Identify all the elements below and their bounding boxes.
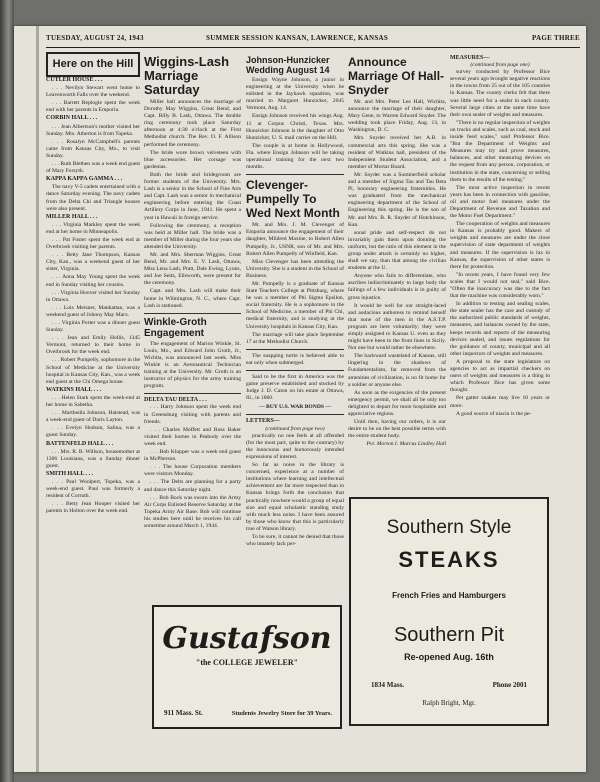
gustafson-tagline-jeweler: "the COLLEGE JEWELER" <box>195 658 299 667</box>
hill-paragraph: . . . Betty Jean Hooper visited her parents in Holton over the week end. <box>46 501 140 515</box>
pit-address: 1834 Mass. <box>371 681 405 689</box>
wiggins-headline: Wiggins-Lash Marriage Saturday <box>144 54 230 97</box>
hill-paragraph: WATKINS HALL . . . <box>46 386 102 393</box>
hill-paragraph: SMITH HALL . . . <box>46 470 94 477</box>
letters-story <box>246 433 344 549</box>
story-paragraph: The couple is at home in Hollywood, Fla. where Ensign Johnson will be taking operational training for the next two months. <box>246 142 344 171</box>
header-paper: SUMMER SESSION KANSAN, LAWRENCE, KANSAS <box>206 34 389 42</box>
hill-paragraph: . . . Jean Albertson's mother visited her Sunday. Mrs. Atherton is from Topeka. <box>46 123 140 137</box>
story-paragraph: Mr. and Mrs. J. M. Clevenger of Emporia announce the engagement of their daughter, Mildred Maxine, to Robert Allen Pumpelly, Jr., USNR, son of Mr. and Mrs. Robert Allen Pumpelly of Winfield, Kan. <box>246 222 344 257</box>
hill-paragraph: . . . Ruth Blethen was a week end guest of Mary Forsyth. <box>46 161 140 175</box>
letter-signature: Pvt. Morton I. Marcus Lindley Hall <box>366 441 446 448</box>
story-paragraph: Ensign Johnson received his wings Aug. 11 at Corpus Christi, Texas. Mrs. Hunzicker Johnson is the daughter of Otto Hunzicker, U. S. mail carrier on the Hill. <box>246 113 344 141</box>
measures-cont: (continued from page one) <box>470 62 530 69</box>
story-paragraph: . . . Bob Klopper was a week end guest in McPherson. <box>144 449 241 463</box>
header-page: PAGE THREE <box>531 34 580 42</box>
story-paragraph: sonal pride and self-respect do not invariably gain them upon donning the uniform, but the ratio of this element in the group under attack is certainly no higher, shall we say, than that among the civilian students at the U. <box>348 229 446 272</box>
page-header <box>46 31 580 48</box>
hill-paragraph: MILLER HALL . . . <box>46 213 98 220</box>
turtle-note: The snapping turtle is believed able to eat only when submerged. <box>246 352 344 366</box>
hill-paragraph: . . . Mrs. R. B. Willson, housemother at 1306 Louisiana, was a Sunday dinner guest. <box>46 448 140 469</box>
hill-paragraph: . . . Betty Jane Thompson, Kansas City, Kan., was a weekend guest of her sister, Virginia. <box>46 252 140 273</box>
war-bonds-line: — BUY U.S. WAR BONDS — <box>259 404 331 411</box>
column-five <box>450 52 550 492</box>
gustafson-ad <box>152 605 342 729</box>
divider <box>246 370 344 371</box>
binder-strip <box>0 0 14 782</box>
story-paragraph: Following the ceremony, a reception was held at Miller hall. The bride was a member of Miller during the four years she attended the University. <box>144 222 241 250</box>
story-paragraph: In addition to testing and sealing scales, the state sealer has the care and custody of the authorized public standards of weights, measures, and balances owned by the state, keeps records and reports of the measuring devices sealed, and issues regulations for the guidance of county, municipal and all other inspectors of weights and measures. <box>450 301 550 357</box>
story-paragraph: Mr. and Mrs. Sherman Wiggins, Great Bend, Mr. and Mrs. E. V. Lash, Ottawa, Miss Lena Lash, Pratt, Dale Ewing, Lyons, and Joe Seitz, Ellsworth, were present for the ceremony. <box>144 251 241 287</box>
southern-pit-ad <box>349 497 549 726</box>
divider <box>144 393 241 394</box>
story-paragraph: Capt. and Mrs. Lash will make their home in Wilmington, N. C., where Capt. Lash is stationed. <box>144 288 241 309</box>
story-paragraph: . . . Bob Bock was sworn into the Army Air Corps Enlisted Reserve Saturday at the Topeka Army Air Base. Bob will continue his studies here until he receives his call sometime around March 1, 1944. <box>144 494 241 529</box>
story-paragraph: The cooperation of weights and measures in Kansas is probably good. Makers of weights and measures are under the close supervision of state department of weights and measures. If the supervision is lax in Kansas, the supervision of other states is there for protection. <box>450 221 550 270</box>
story-paragraph: Mr. and Mrs. Peter Lee Hall, Wichita, announce the marriage of their daughter, Mary Gene, to Warren Edward Snyder. The wedding took place Friday, Aug. 13, in Washington, D. C. <box>348 99 446 134</box>
letter-paragraph: To be sure, it cannot be denied that those who innately lack per- <box>246 533 344 548</box>
page-fold-edge <box>36 26 39 772</box>
hill-paragraph: The navy V-5 cadets entertained with a dance Saturday evening. The navy cadets from the Delta Chi and Triangle houses were also present. <box>46 184 140 212</box>
hill-paragraph: . . . Barrett Replogle spent the week end with her parents in Emporia. <box>46 100 140 114</box>
delta-story <box>144 404 241 530</box>
steaks-sub: French Fries and Hamburgers <box>392 591 506 600</box>
wiggins-story <box>144 99 241 310</box>
column-four <box>348 52 446 492</box>
story-paragraph: The most active inspection in recent years has been in connection with gasoline, oil and motor fuel measures under the Department of Revenue and Taxation and the Motor Fuel Department." <box>450 184 550 220</box>
story-paragraph: Ensign Wayne Johnson, a junior in engineering at the University when he enlisted in the Jayhawk squadron, was married to Margaret Hunzicker, 2045 Vermont, Aug. 14. <box>246 77 344 112</box>
letter-paragraph: practically no one feels at all offended (for the most part, quite to the contrary) by the innocuous and humorously intended expressions of interest. <box>246 432 344 460</box>
hill-items <box>46 77 140 515</box>
niacin-note: A good source of niacin is the pe- <box>456 410 532 417</box>
divider <box>246 414 344 415</box>
steaks-line2: STEAKS <box>398 547 500 572</box>
hill-paragraph: . . . Virginia Markley spent the week end at her home in Minneapolis. <box>46 221 140 235</box>
story-paragraph: A proposal to the state legislature on agencies to act as impartial checkers on users of weights and measures is a thing to which Professor Bice has given some thought. <box>450 358 550 394</box>
story-paragraph: Mr. Snyder was a Summerfield scholar and a member of Sigma Tau and Tau Beta Pi, honorary engineering fraternities. He was graduated from the mechanical engineering department of the School of Engineering this spring. He is the son of Mr. and Mrs. B. R. Snyder of Hutchinson, Kan. <box>348 171 446 228</box>
hill-paragraph: . . . Helen Stark spent the week-end at her home in Sabetha. <box>46 394 140 409</box>
hill-paragraph: . . . Robert Pumpelly, sophomore in the School of Medicine at the University hospital in Kansas City, Kan., was a week end guest at the Chi Omega house. <box>46 357 140 385</box>
divider <box>144 313 241 314</box>
clevenger-headline: Clevenger-Pumpelly To Wed Next Month <box>246 178 340 221</box>
measures-head: MEASURES— <box>450 55 490 61</box>
hill-paragraph: . . . Evelyn Hodson, Salina, was a guest Sunday. <box>46 425 140 439</box>
hill-title-box: Here on the Hill <box>46 52 140 77</box>
gustafson-address: 911 Mass. St. <box>164 709 203 717</box>
story-paragraph: The marriage will take place September 17 at the Methodist Church. <box>246 331 344 345</box>
hill-paragraph: . . . Lois Meisner, Manhattan, was a weekend guest of Johnny May Marx. <box>46 304 140 318</box>
winkle-headline: Winkle-Groth Engagement <box>144 316 207 339</box>
pit-phone: Phone 2001 <box>492 681 527 689</box>
johnson-story <box>246 77 344 171</box>
clevenger-story <box>246 222 344 346</box>
hill-paragraph: . . . Paul Woolpert, Topeka, was a week-end guest. Paul was formerly a resident of Corruth. <box>46 478 140 500</box>
story-paragraph: It would be well for our straight-laced and audacious authoress to remind herself that none of the men in the A.S.T.P. program are here voluntarily; they were simply assigned to Kansas U. even as they might have been to the front lines in Sicily. Not one but would rather be elsewhere. <box>348 302 446 352</box>
preserve-note: Said to be the first in America was the game preserve established and stocked by Judge J. D. Caton on his estate at Ottawa, Ill., in 1860. <box>246 374 344 402</box>
story-paragraph: As soon as the exigencies of the present emergency permit, we shall all be only too delighted to depart for more hospitable and appreciative regions. <box>348 389 446 418</box>
story-paragraph: Both the bride and bridegroom are former students of the University. Mrs. Lash is a senior in the School of Fine Arts and Capt. Lash was a senior in mechanical engineering before entering the Coast Artillery Corps in June, 1941. He spent a year in Hawaii in foreign service. <box>144 171 241 221</box>
delta-subhead: DELTA TAU DELTA . . . <box>144 397 207 404</box>
divider <box>246 349 344 350</box>
story-paragraph: The backward wasteland of Kansas, still lingering in the shadows of Fundamentalism, far removed from the amenities of civilization, is no fit home for a soldier or anyone else. <box>348 353 446 388</box>
story-paragraph: "In recent years, I have found very few scales that I would not seal," said Bice. "Often the inaccuracy was due to the fact that the machine was considerably worn." <box>450 271 550 300</box>
story-paragraph: . . . Charles Moffett and Ross Baker visited their homes in Peabody over the week end. <box>144 426 241 447</box>
hill-paragraph: . . . Rosalyn McCampbell's parents came from Kansas City, Mo., to visit Sunday. <box>46 138 140 159</box>
pit-manager: Ralph Bright, Mgr. <box>422 699 476 707</box>
header-date: TUESDAY, AUGUST 24, 1943 <box>46 34 144 42</box>
reopen-line: Re-opened Aug. 16th <box>404 652 494 662</box>
story-paragraph: Anyone who fails to differentiate, who ascribes indiscriminately to large body the failings of a few individuals is in guilty of gross injustice. <box>348 273 446 301</box>
winkle-story <box>144 341 241 391</box>
hall-snyder-headline: Announce Marriage Of Hall-Snyder <box>348 55 445 97</box>
johnson-headline: Johnson-Hunzicker Wedding August 14 <box>246 55 330 75</box>
gustafson-logo: Gustafson <box>162 621 332 656</box>
column-three <box>246 52 344 548</box>
hill-paragraph: BATTENFELD HALL . . . <box>46 440 114 447</box>
hill-paragraph: . . . Pat Foster spent the week end at Overbrook visiting her parents. <box>46 236 140 251</box>
story-paragraph: Miss Clevenger has been attending the University. She is a student in the School of Business. <box>246 258 344 279</box>
hill-paragraph: . . . Jean and Emily Hollis, 1345 Vermont, returned to their home in Overbrook for the week end. <box>46 335 140 356</box>
hill-paragraph: CORBIN HALL . . . <box>46 115 98 122</box>
story-paragraph: Mr. Pumpelly is a graduate of Kansas State Teachers College at Pittsburg, where he was a member of Phi Sigma Epsilon, social fraternity. He is a sophomore in the School of Medicine, a member of Phi Chi, medical fraternity, and is studying at the University hospitals in Kansas City, Kan. <box>246 280 344 330</box>
story-paragraph: Until then, having our orders, it is our desire to be on the best possible terms with the entire student body. <box>348 419 446 440</box>
hill-paragraph: . . . Virginia Porter was a dinner guest Sunday. <box>46 320 140 334</box>
letters-cont: (continued from page two) <box>265 425 325 432</box>
hill-paragraph: CUTLER HOUSE . . . <box>46 77 103 83</box>
story-paragraph: . . . The house Corporation members were visitors Monday. <box>144 464 241 478</box>
hill-paragraph: . . . Virginia Hoover visited her Sunday in Ottawa. <box>46 289 140 303</box>
story-paragraph: The bride wore brown velveteen with blue accessories. Her corsage was gardenias. <box>144 149 241 170</box>
hill-paragraph: . . . Marthedia Johnson, Halstead, was a week-end guest of Doris Layton. <box>46 410 140 424</box>
divider <box>246 174 344 175</box>
letter-paragraph: So far as noise in the library is concerned, experience at a number of institutions where learning and intellectual achievement are far more respected than in Kansas brings forth the conclusion that practically nowhere would a group of equal size and equal scholastic standing study with much less noise. I have been assured by those who know that this is particularly true of Watson library. <box>246 462 344 532</box>
measures-story <box>450 69 550 409</box>
southern-pit-name: Southern Pit <box>393 624 505 646</box>
story-paragraph: Miller hall announces the marriage of Dorothy May Wiggins, Great Bend, and Capt. Billy B. Lash, Ottawa. The double ring ceremony took place Saturday afternoon at 4:30 o'clock at the First Methodist church. The Rev. O. F. Allison performed the ceremony. <box>144 99 241 148</box>
story-paragraph: . . . Harry Johnson spent the week end in Greensburg visiting with parents and friends. <box>144 404 241 425</box>
story-paragraph: survey conducted by Professor Bice several years ago brought negative reactions in the towns from 25 out of the 105 counties in Kansas. The county clerks felt that there was little need for a sealer in each county. Several large cities at the same time have their own sealer of weights and measures. <box>450 69 550 118</box>
hill-paragraph: . . . Anna May Young spent the week end in Sunday visiting her cousins. <box>46 274 140 288</box>
letters-head: LETTERS— <box>246 418 280 425</box>
story-paragraph: Pet gatter snakes may live 10 years or more. <box>450 395 550 409</box>
hill-paragraph: KAPPA KAPPA GAMMA . . . <box>46 176 123 183</box>
hall-snyder-story <box>348 99 446 440</box>
story-paragraph: The engagement of Marion Winkle, St. Louis, Mo., and Edward John Groth, Jr., Wichita, was announced last week. Miss Winkle is an Aeronautical Technician training at the University. Mr. Groth is an instructor of physics for the army training program. <box>144 340 241 390</box>
gustafson-slogan: Students Jewelry Store for 39 Years. <box>231 710 332 717</box>
story-paragraph: . . . The Delts are planning for a party and dance this Saturday night. <box>144 479 241 493</box>
steaks-line1: Southern Style <box>386 517 512 538</box>
story-paragraph: Mrs. Snyder received her A.B. in commercial arts this spring. She was a resident of Watkins hall, president of the Independent Student Association, and a member of Mortar Board. <box>348 135 446 170</box>
story-paragraph: "There is no regular inspection of weights on trucks and scales, such as coal, stock and inside feed scales," said Professor Bice. "But the Department of Weights and Measures may try and prove measures, balances, and other measuring devices on the request from any person, corporation, or institution in the state, concerning or selling them to the results of the testing." <box>450 119 550 183</box>
column-hill <box>46 52 140 767</box>
hill-paragraph: . . . Nevilyn Stewart went home to Leavenworth Falls over the weekend. <box>46 85 140 99</box>
